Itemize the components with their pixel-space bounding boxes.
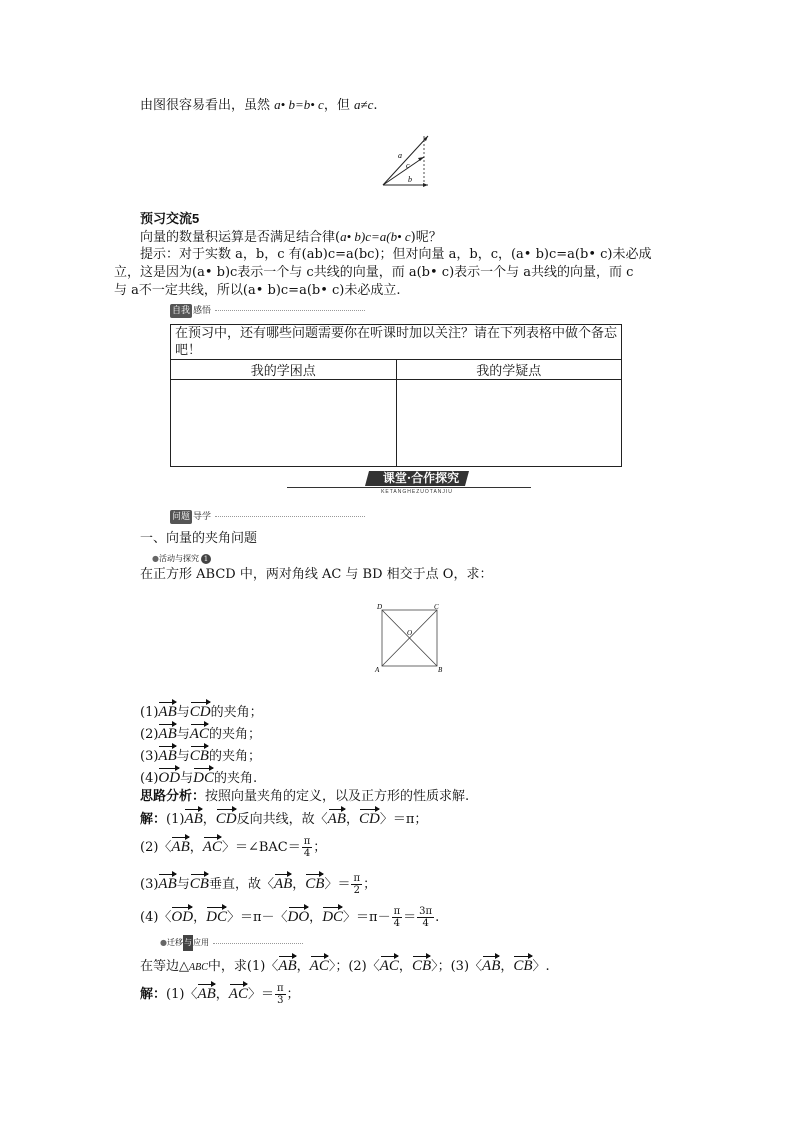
vector: CB [190,873,209,892]
fig2-C: C [434,603,439,611]
fig1-label-c: c [406,161,410,170]
fraction: $\frac{\pi}{4}$ [393,906,401,929]
intro-end: . [373,98,378,113]
s4-mid1: 〉＝π－〈 [226,910,288,925]
fraction: $\frac{3\pi}{4}$ [419,906,433,929]
vector: AC [190,723,209,742]
sol2-comma: ， [215,987,229,1002]
transfer-rest: 应用 [192,938,209,947]
activity-text: 活动与探究 [158,554,199,563]
item-end: 的夹角； [210,705,263,720]
s3-mid1: 与 [176,877,190,892]
item-num: (3) [140,749,159,764]
s1-mid: 反向共线，故〈 [236,812,328,827]
vector-figure [378,130,438,188]
p2-p3: 〉；(3)〈 [431,959,483,974]
self-reflect-rest: 感悟 [193,306,212,316]
activity-num: 1 [201,554,211,564]
item-end: 的夹角； [208,727,261,742]
memo-col1: 我的学困点 [171,360,397,380]
section5-heading: 预习交流5 [140,211,200,226]
vector: AB [171,836,189,855]
item-3 [140,745,261,765]
p2-mid: 中，求(1)〈 [207,959,279,974]
vector: OD [171,906,193,925]
guide-rest: 导学 [193,512,212,522]
item-num: (4) [140,771,159,786]
vector: AC [229,983,248,1002]
part1-title: 一、向量的夹角问题 [140,531,258,546]
fig2-A: A [375,666,380,674]
s3-mid3: 〉＝ [324,877,351,892]
q-post: )呢？ [410,230,442,245]
s2-mid: 〉＝∠BAC＝ [221,840,301,855]
activity-label: ●活动与探究 1 [152,551,211,567]
s4-mid3: ＝ [403,910,417,925]
vector: AB [158,745,176,764]
vector: DC [206,906,227,925]
section-banner [287,471,531,497]
s3-pre: (3) [140,877,159,892]
vector: AB [278,955,296,974]
memo-cell2[interactable] [396,380,622,467]
self-reflect-badge [170,304,365,318]
item-end: 的夹角； [208,749,261,764]
s1-end: 〉＝π； [379,812,428,827]
transfer-mid: 与 [183,935,193,951]
vector: DO [288,906,310,925]
fig2-D: D [377,603,383,611]
sol2-pre: (1)〈 [166,987,198,1002]
sol2-end: ； [286,987,300,1002]
item-num: (1) [140,705,159,720]
banner-subtitle: KETANGHEZUOTANJIU [381,489,453,495]
vector: AB [158,723,176,742]
transfer-badge: ●迁移与应用 [160,935,303,951]
item-2 [140,723,261,743]
solution-label: 解： [140,812,167,827]
vector: CD [216,808,237,827]
vector: AC [203,836,222,855]
hint-line1: 提示：对于实数 a，b，c 有(ab)c=a(bc)；但对向量 a，b，c，(a• b)c=a(b• c)未必成 [140,247,652,262]
item-1 [140,701,263,721]
memo-cell1[interactable] [171,380,397,467]
item-4 [140,767,257,787]
vector: AB [158,873,176,892]
analysis-label: 思路分析： [140,789,206,804]
vector: AC [380,955,399,974]
item-mid: 与 [180,771,194,786]
fig1-label-b: b [408,175,412,184]
item-end: 的夹角. [213,771,258,786]
intro-eq2: a≠c [353,97,374,112]
fraction: $\frac{\pi}{3}$ [276,983,284,1006]
s1-pre: (1) [166,812,185,827]
vector: DC [193,767,214,786]
analysis-text: 按照向量夹角的定义，以及正方形的性质求解. [205,789,470,804]
fraction: $\frac{\pi}{2}$ [353,873,361,896]
s3-mid2: 垂直，故〈 [208,877,274,892]
vector: AB [274,873,292,892]
vector: AB [158,701,176,720]
vector: AB [482,955,500,974]
vector: DC [322,906,343,925]
s4-end: . [435,910,440,925]
fig1-label-a: a [398,151,402,160]
vector: AB [197,983,215,1002]
item-mid: 与 [176,727,190,742]
vector: CB [190,745,209,764]
section5-question [140,229,442,246]
sol2-mid: 〉＝ [247,987,274,1002]
fig2-O: O [407,629,413,637]
intro-eq1: a• b=b• c [274,97,324,112]
s4-pre: (4)〈 [140,910,172,925]
item-mid: 与 [176,749,190,764]
fraction: $\frac{\pi}{4}$ [303,836,311,859]
fig2-B: B [438,666,443,674]
transfer-box1: 迁移 [166,938,183,947]
s4-mid2: 〉＝π－ [343,910,391,925]
solution2 [140,983,300,1006]
sol2-label: 解： [140,987,167,1002]
vector: OD [158,767,180,786]
q-pre: 向量的数量积运算是否满足结合律( [140,230,341,245]
problem2: 在等边△ABC中，求(1)〈AB，AC〉；(2)〈AC，CB〉；(3)〈AB，CB〉. [140,955,550,976]
s2-pre: (2)〈 [140,840,172,855]
vector: AB [328,808,346,827]
intro-sep: ，但 [323,98,350,113]
banner-title: 课堂·合作探究 [382,471,460,485]
solution-line1: 解：(1)AB，CD反向共线，故〈AB，CD〉＝π； [140,808,427,828]
p2-pre: 在等边△ [140,959,189,974]
hint-line3: 与 a不一定共线，所以(a• b)c=a(b• c)未必成立. [114,283,401,298]
q-expr: a• b)c=a(b• c [340,229,411,244]
memo-header: 在预习中，还有哪些问题需要你在听课时加以关注？请在下列表格中做个备忘吧！ [171,325,622,360]
analysis [140,789,469,805]
p2-p2: 〉；(2)〈 [328,959,380,974]
p2-end: 〉. [532,959,550,974]
vector: CB [412,955,431,974]
solution-line2: (2)〈AB，AC〉＝∠BAC＝ $\frac{\pi}{4}$ ； [140,836,327,859]
intro-text: 由图很容易看出，虽然 [140,98,271,113]
item-num: (2) [140,727,159,742]
memo-table [170,324,622,467]
hint-line2: 立，这是因为(a• b)c表示一个与 c共线的向量，而 a(b• c)表示一个与 a共线的向量，而 c [114,265,634,280]
vector: AB [184,808,202,827]
solution-line4: (4)〈OD，DC〉＝π－〈DO，DC〉＝π－ $\frac{\pi}{4}$ ＝ $\frac{3\pi}{4}$ . [140,906,440,929]
intro-line [140,97,378,114]
vector: AC [310,955,329,974]
vector: CB [513,955,532,974]
self-reflect-box: 自我 [172,306,191,316]
guide-box: 问题 [172,512,191,522]
vector: CD [359,808,380,827]
vector: CD [190,701,211,720]
problem-statement: 在正方形 ABCD 中，两对角线 AC 与 BD 相交于点 O，求： [140,567,493,582]
s2-end: ； [313,840,327,855]
square-figure [372,600,448,674]
memo-col2: 我的学疑点 [396,360,622,380]
guide-badge [170,510,365,524]
p2-tri: ABC [189,962,208,973]
item-mid: 与 [176,705,190,720]
s3-end: ； [363,877,377,892]
solution-line3: (3)AB与CB垂直，故〈AB，CB〉＝ $\frac{\pi}{2}$ ； [140,873,377,896]
vector: CB [305,873,324,892]
